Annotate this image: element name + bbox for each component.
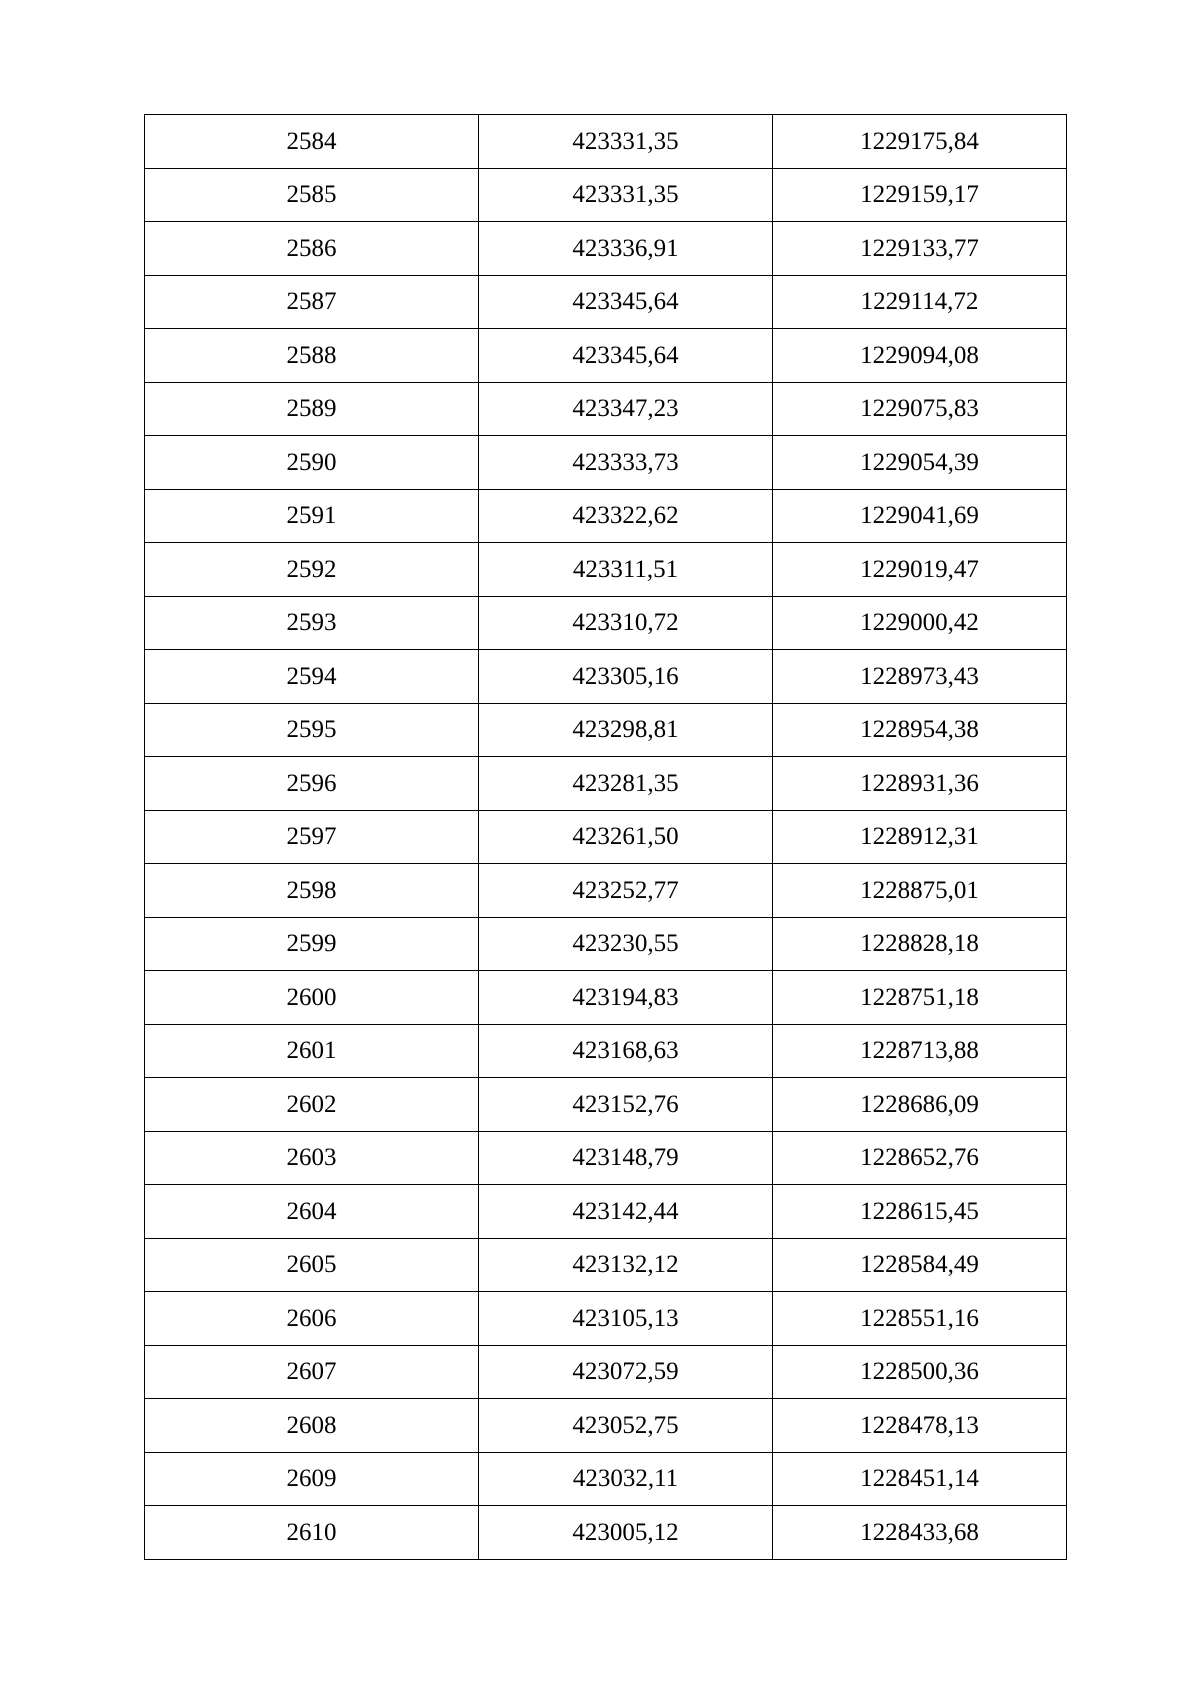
y-coordinate-cell: 1228931,36 — [773, 757, 1067, 811]
table-row — [145, 1345, 1067, 1399]
x-coordinate-cell: 423194,83 — [479, 971, 773, 1025]
y-coordinate-cell: 1228652,76 — [773, 1131, 1067, 1185]
table-row — [145, 1292, 1067, 1346]
y-coordinate-cell: 1228973,43 — [773, 650, 1067, 704]
x-coordinate-cell: 423148,79 — [479, 1131, 773, 1185]
point-number-cell: 2591 — [145, 489, 479, 543]
x-coordinate-cell: 423331,35 — [479, 115, 773, 169]
y-coordinate-cell: 1229019,47 — [773, 543, 1067, 597]
y-coordinate-cell: 1229054,39 — [773, 436, 1067, 490]
table-row — [145, 703, 1067, 757]
table-row — [145, 1024, 1067, 1078]
point-number-cell: 2586 — [145, 222, 479, 276]
point-number-cell: 2592 — [145, 543, 479, 597]
x-coordinate-cell: 423336,91 — [479, 222, 773, 276]
table-row — [145, 1078, 1067, 1132]
point-number-cell: 2584 — [145, 115, 479, 169]
x-coordinate-cell: 423252,77 — [479, 864, 773, 918]
point-number-cell: 2596 — [145, 757, 479, 811]
y-coordinate-cell: 1228584,49 — [773, 1238, 1067, 1292]
x-coordinate-cell: 423032,11 — [479, 1452, 773, 1506]
point-number-cell: 2610 — [145, 1506, 479, 1560]
point-number-cell: 2590 — [145, 436, 479, 490]
y-coordinate-cell: 1229114,72 — [773, 275, 1067, 329]
x-coordinate-cell: 423105,13 — [479, 1292, 773, 1346]
x-coordinate-cell: 423142,44 — [479, 1185, 773, 1239]
table-row — [145, 917, 1067, 971]
y-coordinate-cell: 1228828,18 — [773, 917, 1067, 971]
y-coordinate-cell: 1229075,83 — [773, 382, 1067, 436]
table-row — [145, 115, 1067, 169]
y-coordinate-cell: 1229000,42 — [773, 596, 1067, 650]
point-number-cell: 2602 — [145, 1078, 479, 1132]
y-coordinate-cell: 1228686,09 — [773, 1078, 1067, 1132]
y-coordinate-cell: 1228954,38 — [773, 703, 1067, 757]
x-coordinate-cell: 423347,23 — [479, 382, 773, 436]
x-coordinate-cell: 423345,64 — [479, 275, 773, 329]
x-coordinate-cell: 423331,35 — [479, 168, 773, 222]
y-coordinate-cell: 1228713,88 — [773, 1024, 1067, 1078]
y-coordinate-cell: 1229175,84 — [773, 115, 1067, 169]
point-number-cell: 2585 — [145, 168, 479, 222]
table-row — [145, 382, 1067, 436]
x-coordinate-cell: 423261,50 — [479, 810, 773, 864]
y-coordinate-cell: 1228875,01 — [773, 864, 1067, 918]
point-number-cell: 2603 — [145, 1131, 479, 1185]
point-number-cell: 2606 — [145, 1292, 479, 1346]
y-coordinate-cell: 1228478,13 — [773, 1399, 1067, 1453]
x-coordinate-cell: 423322,62 — [479, 489, 773, 543]
table-row — [145, 650, 1067, 704]
x-coordinate-cell: 423310,72 — [479, 596, 773, 650]
coordinates-table-body — [145, 115, 1067, 1560]
x-coordinate-cell: 423345,64 — [479, 329, 773, 383]
point-number-cell: 2601 — [145, 1024, 479, 1078]
table-row — [145, 810, 1067, 864]
point-number-cell: 2605 — [145, 1238, 479, 1292]
x-coordinate-cell: 423311,51 — [479, 543, 773, 597]
table-row — [145, 436, 1067, 490]
point-number-cell: 2609 — [145, 1452, 479, 1506]
point-number-cell: 2593 — [145, 596, 479, 650]
x-coordinate-cell: 423305,16 — [479, 650, 773, 704]
y-coordinate-cell: 1229159,17 — [773, 168, 1067, 222]
x-coordinate-cell: 423333,73 — [479, 436, 773, 490]
point-number-cell: 2589 — [145, 382, 479, 436]
table-row — [145, 222, 1067, 276]
point-number-cell: 2595 — [145, 703, 479, 757]
x-coordinate-cell: 423052,75 — [479, 1399, 773, 1453]
point-number-cell: 2594 — [145, 650, 479, 704]
table-row — [145, 971, 1067, 1025]
x-coordinate-cell: 423230,55 — [479, 917, 773, 971]
point-number-cell: 2598 — [145, 864, 479, 918]
table-row — [145, 757, 1067, 811]
coordinates-table — [144, 114, 1067, 1560]
point-number-cell: 2597 — [145, 810, 479, 864]
table-row — [145, 543, 1067, 597]
table-row — [145, 596, 1067, 650]
table-row — [145, 489, 1067, 543]
y-coordinate-cell: 1228500,36 — [773, 1345, 1067, 1399]
point-number-cell: 2588 — [145, 329, 479, 383]
point-number-cell: 2600 — [145, 971, 479, 1025]
table-row — [145, 1399, 1067, 1453]
point-number-cell: 2604 — [145, 1185, 479, 1239]
table-row — [145, 275, 1067, 329]
table-row — [145, 168, 1067, 222]
x-coordinate-cell: 423298,81 — [479, 703, 773, 757]
y-coordinate-cell: 1228615,45 — [773, 1185, 1067, 1239]
y-coordinate-cell: 1228551,16 — [773, 1292, 1067, 1346]
point-number-cell: 2607 — [145, 1345, 479, 1399]
table-row — [145, 329, 1067, 383]
table-row — [145, 1506, 1067, 1560]
x-coordinate-cell: 423168,63 — [479, 1024, 773, 1078]
y-coordinate-cell: 1228751,18 — [773, 971, 1067, 1025]
x-coordinate-cell: 423132,12 — [479, 1238, 773, 1292]
point-number-cell: 2587 — [145, 275, 479, 329]
point-number-cell: 2599 — [145, 917, 479, 971]
y-coordinate-cell: 1228912,31 — [773, 810, 1067, 864]
table-row — [145, 1131, 1067, 1185]
point-number-cell: 2608 — [145, 1399, 479, 1453]
table-row — [145, 1238, 1067, 1292]
y-coordinate-cell: 1229133,77 — [773, 222, 1067, 276]
x-coordinate-cell: 423005,12 — [479, 1506, 773, 1560]
y-coordinate-cell: 1228451,14 — [773, 1452, 1067, 1506]
y-coordinate-cell: 1229041,69 — [773, 489, 1067, 543]
table-row — [145, 1452, 1067, 1506]
x-coordinate-cell: 423281,35 — [479, 757, 773, 811]
x-coordinate-cell: 423072,59 — [479, 1345, 773, 1399]
y-coordinate-cell: 1229094,08 — [773, 329, 1067, 383]
table-row — [145, 1185, 1067, 1239]
y-coordinate-cell: 1228433,68 — [773, 1506, 1067, 1560]
table-row — [145, 864, 1067, 918]
x-coordinate-cell: 423152,76 — [479, 1078, 773, 1132]
